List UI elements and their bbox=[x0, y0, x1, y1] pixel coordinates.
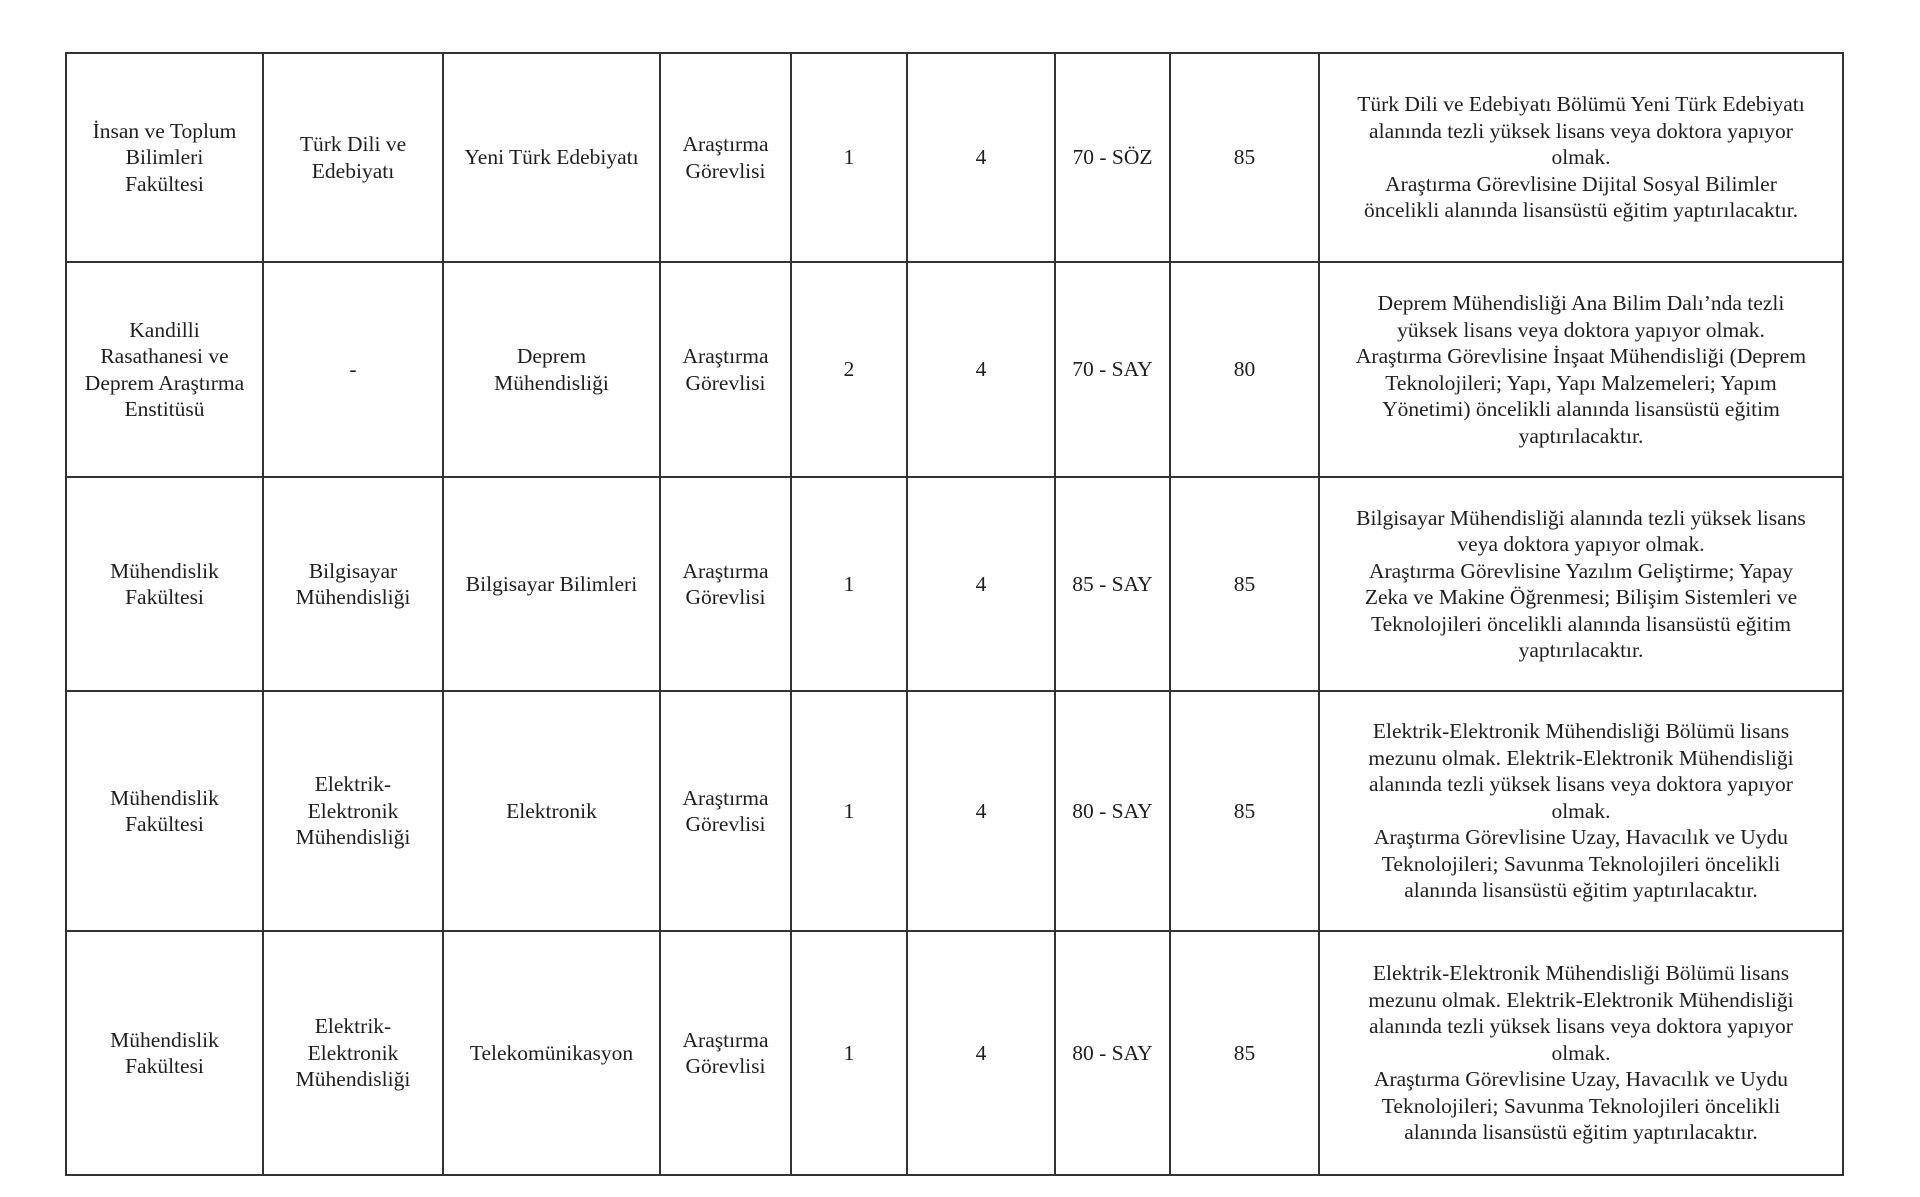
position-title-cell: Araştırma Görevlisi bbox=[660, 262, 791, 477]
department-cell: Bilgisayar Mühendisliği bbox=[263, 477, 443, 691]
program-cell: Elektronik bbox=[443, 691, 660, 931]
language-score-cell: 85 bbox=[1170, 53, 1319, 262]
ales-score-cell: 80 - SAY bbox=[1055, 691, 1170, 931]
position-count-cell: 1 bbox=[791, 477, 907, 691]
ales-score-cell: 80 - SAY bbox=[1055, 931, 1170, 1175]
language-score-cell: 80 bbox=[1170, 262, 1319, 477]
position-count-cell: 1 bbox=[791, 691, 907, 931]
table-row bbox=[66, 477, 1843, 691]
table-row bbox=[66, 53, 1843, 262]
faculty-cell: İnsan ve Toplum Bilimleri Fakültesi bbox=[66, 53, 263, 262]
table-row bbox=[66, 931, 1843, 1175]
department-cell: Elektrik- Elektronik Mühendisliği bbox=[263, 931, 443, 1175]
position-count-cell: 1 bbox=[791, 53, 907, 262]
ales-score-cell: 70 - SÖZ bbox=[1055, 53, 1170, 262]
grade-cell: 4 bbox=[907, 262, 1055, 477]
requirements-cell: Elektrik-Elektronik Mühendisliği Bölümü lisans mezunu olmak. Elektrik-Elektronik Mühendisliği alanında tezli yüksek lisans veya doktora yapıyor olmak. Araştırma Görevlisine Uzay, Havacılık ve Uydu Teknolojileri; Savunma Teknolojileri öncelikli alanında lisansüstü eğitim yaptırılacaktır. bbox=[1319, 691, 1843, 931]
ales-score-cell: 70 - SAY bbox=[1055, 262, 1170, 477]
grade-cell: 4 bbox=[907, 477, 1055, 691]
position-title-cell: Araştırma Görevlisi bbox=[660, 691, 791, 931]
position-title-cell: Araştırma Görevlisi bbox=[660, 477, 791, 691]
grade-cell: 4 bbox=[907, 691, 1055, 931]
program-cell: Telekomünikasyon bbox=[443, 931, 660, 1175]
faculty-cell: Mühendislik Fakültesi bbox=[66, 691, 263, 931]
table-row bbox=[66, 691, 1843, 931]
program-cell: Yeni Türk Edebiyatı bbox=[443, 53, 660, 262]
department-cell: Elektrik- Elektronik Mühendisliği bbox=[263, 691, 443, 931]
grade-cell: 4 bbox=[907, 53, 1055, 262]
language-score-cell: 85 bbox=[1170, 477, 1319, 691]
table-row bbox=[66, 262, 1843, 477]
faculty-cell: Kandilli Rasathanesi ve Deprem Araştırma Enstitüsü bbox=[66, 262, 263, 477]
program-cell: Bilgisayar Bilimleri bbox=[443, 477, 660, 691]
position-title-cell: Araştırma Görevlisi bbox=[660, 53, 791, 262]
department-cell: Türk Dili ve Edebiyatı bbox=[263, 53, 443, 262]
grade-cell: 4 bbox=[907, 931, 1055, 1175]
requirements-cell: Bilgisayar Mühendisliği alanında tezli yüksek lisans veya doktora yapıyor olmak. Araştırma Görevlisine Yazılım Geliştirme; Yapay Zeka ve Makine Öğrenmesi; Bilişim Sistemleri ve Teknolojileri öncelikli alanında lisansüstü eğitim yaptırılacaktır. bbox=[1319, 477, 1843, 691]
requirements-cell: Elektrik-Elektronik Mühendisliği Bölümü lisans mezunu olmak. Elektrik-Elektronik Mühendisliği alanında tezli yüksek lisans veya doktora yapıyor olmak. Araştırma Görevlisine Uzay, Havacılık ve Uydu Teknolojileri; Savunma Teknolojileri öncelikli alanında lisansüstü eğitim yaptırılacaktır. bbox=[1319, 931, 1843, 1175]
program-cell: Deprem Mühendisliği bbox=[443, 262, 660, 477]
position-count-cell: 1 bbox=[791, 931, 907, 1175]
faculty-cell: Mühendislik Fakültesi bbox=[66, 931, 263, 1175]
requirements-cell: Deprem Mühendisliği Ana Bilim Dalı’nda tezli yüksek lisans veya doktora yapıyor olmak. Araştırma Görevlisine İnşaat Mühendisliği (Deprem Teknolojileri; Yapı, Yapı Malzemeleri; Yapım Yönetimi) öncelikli alanında lisansüstü eğitim yaptırılacaktır. bbox=[1319, 262, 1843, 477]
faculty-cell: Mühendislik Fakültesi bbox=[66, 477, 263, 691]
ales-score-cell: 85 - SAY bbox=[1055, 477, 1170, 691]
department-cell: - bbox=[263, 262, 443, 477]
language-score-cell: 85 bbox=[1170, 931, 1319, 1175]
position-title-cell: Araştırma Görevlisi bbox=[660, 931, 791, 1175]
position-count-cell: 2 bbox=[791, 262, 907, 477]
requirements-cell: Türk Dili ve Edebiyatı Bölümü Yeni Türk Edebiyatı alanında tezli yüksek lisans veya doktora yapıyor olmak. Araştırma Görevlisine Dijital Sosyal Bilimler öncelikli alanında lisansüstü eğitim yaptırılacaktır. bbox=[1319, 53, 1843, 262]
language-score-cell: 85 bbox=[1170, 691, 1319, 931]
positions-table bbox=[65, 52, 1844, 1176]
